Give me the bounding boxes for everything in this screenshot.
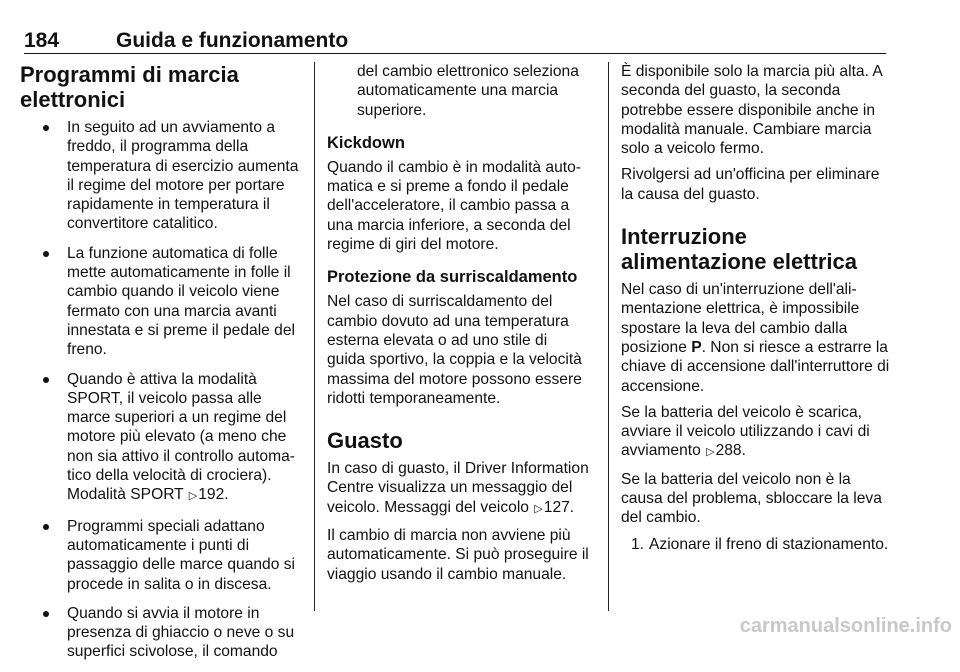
sport-mode-ref-text: Modalità SPORT <box>67 486 184 504</box>
program-list <box>20 118 305 662</box>
step-text: Azionare il freno di stazionamento. <box>649 535 889 553</box>
list-item: Programmi speciali adattano automaticamente i punti di passaggio delle marce quando si procede in salita o in discesa. <box>20 517 305 594</box>
kickdown-text: Quando il cambio è in modalità automatica e si preme a fondo il pedale dell'acceleratore, il cambio passa a una marcia inferiore, a seconda del regime di giri del motore. <box>327 158 581 254</box>
protection-text: Nel caso di surriscaldamento del cambio dovuto ad una temperatura esterna elevata o ad uno stile di guida sportivo, la coppia e la velocità massima del motore possono essere ridotti temporaneamente. <box>327 293 582 407</box>
page-ref-icon: ▷ <box>188 490 198 503</box>
list-item: La funzione automatica di folle mette automaticamente in folle il cambio quando il veicolo viene fermato con una marcia avanti innestata e si preme il pedale del freno. <box>20 244 305 360</box>
column-left <box>20 62 305 672</box>
chapter-title: Guida e funzionamento <box>116 29 349 52</box>
vehicle-messages-ref-page[interactable]: 127. <box>543 498 575 516</box>
bullet-icon <box>43 251 49 257</box>
page-ref-icon: ▷ <box>706 446 715 459</box>
page-ref-icon: ▷ <box>534 502 543 515</box>
step-number: 1. <box>631 535 645 553</box>
section-title-kickdown: Kickdown <box>327 133 405 152</box>
continuation-text: del cambio elettronico seleziona automaticamente una marcia superiore. <box>357 63 579 119</box>
jump-start-ref-page[interactable]: 288. <box>715 442 746 460</box>
battery-text: Se la batteria del veicolo è scarica, avviare il veicolo utilizzando i cavi di avviamento ▷288. <box>621 403 870 460</box>
power-interruption-text: Nel caso di un'interruzione dell'alimentazione elettrica, è impossibile spostare la leva del cambio dalla posizione P. Non si riesce a estrarre la chiave di accensione dall'interruttore di accensione. <box>621 281 890 395</box>
bullet-icon <box>43 524 49 530</box>
section-title-electronic-programs: Programmi di marcia elettronici <box>20 62 239 112</box>
sport-mode-ref-page[interactable]: 192. <box>198 486 229 504</box>
list-item: Quando si avvia il motore in presenza di ghiaccio o neve o su superfici scivolose, il comando <box>20 604 305 662</box>
bullet-icon <box>43 377 49 383</box>
fault-text: In caso di guasto, il Driver Information Centre visualizza un messaggio del veicolo. Messaggi del veicolo ▷127. <box>327 460 589 516</box>
section-title-overheat-protection: Protezione da surriscaldamento <box>327 268 578 287</box>
column-middle <box>327 62 589 591</box>
fault-text-2: Il cambio di marcia non avviene più automaticamente. Si può proseguire il viaggio usando il cambio manuale. <box>327 527 589 583</box>
park-position-label: P <box>691 338 702 356</box>
list-item: Quando è attiva la modalità SPORT, il veicolo passa alle marce superiori a un regime del motore più elevato (a meno che non sia attivo il controllo automatico della velocità di crociera). Modalità SPORT ▷192. <box>20 370 305 507</box>
section-title-fault: Guasto <box>327 428 403 454</box>
column-right <box>621 62 892 554</box>
section-title-power-interruption: Interruzione alimentazione elettrica <box>621 224 857 275</box>
step-item <box>621 535 892 554</box>
column-divider <box>314 62 315 611</box>
page-header <box>24 27 886 54</box>
workshop-text: Rivolgersi ad un'officina per eliminare la causa del guasto. <box>621 166 880 203</box>
bullet-icon <box>43 611 49 617</box>
unlock-lever-text: Se la batteria del veicolo non è la causa del problema, sbloccare la leva del cambio. <box>621 470 882 527</box>
bullet-icon <box>43 125 49 131</box>
page-number: 184 <box>24 29 60 52</box>
fault-detail-text: È disponibile solo la marcia più alta. A seconda del guasto, la seconda potrebbe essere disponibile anche in modalità manuale. Cambiare marcia solo a veicolo fermo. <box>621 63 882 158</box>
list-item: In seguito ad un avviamento a freddo, il programma della temperatura di esercizio aumenta il regime del motore per portare rapidamente in temperatura il convertitore catalitico. <box>20 118 305 234</box>
watermark: carmanualsonline.info <box>739 615 952 637</box>
column-divider <box>608 62 609 611</box>
